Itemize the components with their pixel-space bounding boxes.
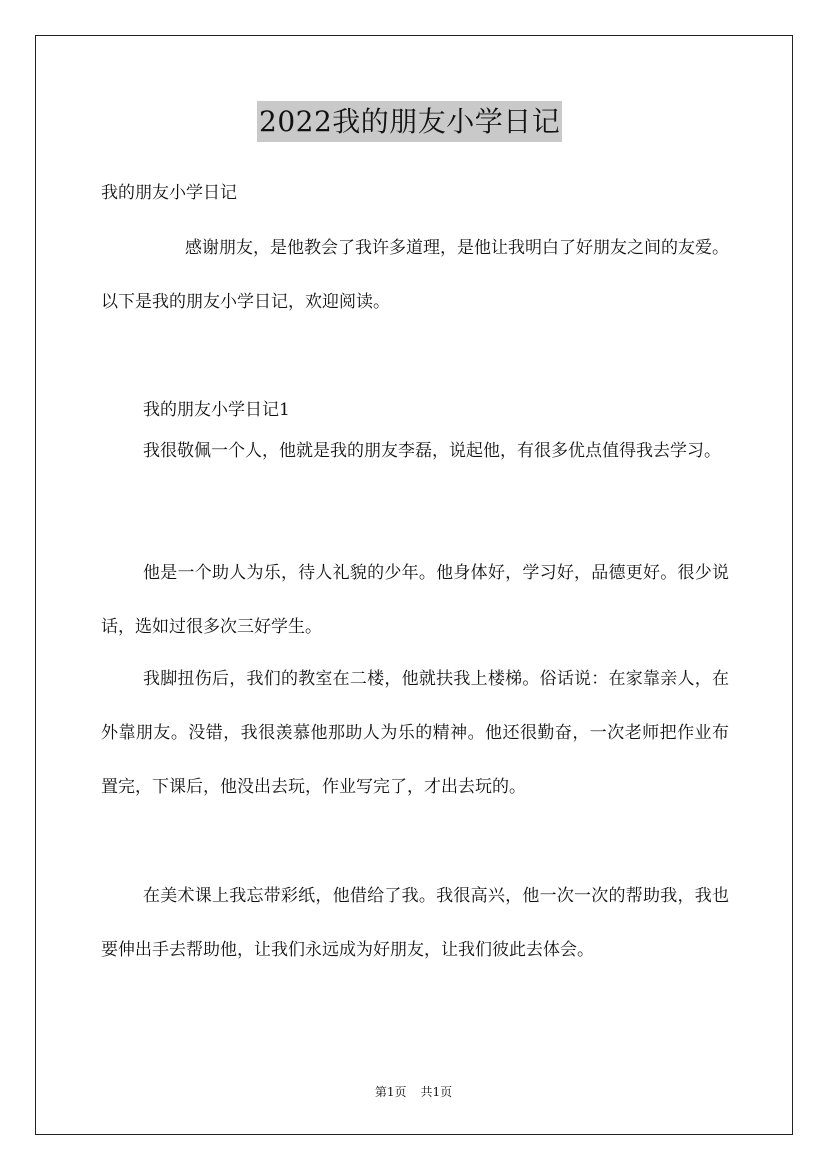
document-subtitle: 我的朋友小学日记 xyxy=(101,183,237,203)
document-title: 2022我的朋友小学日记 xyxy=(257,101,562,142)
section-heading: 我的朋友小学日记1 xyxy=(143,400,290,420)
page-number-total: 共1页 xyxy=(420,1085,453,1099)
body-paragraph-2: 他是一个助人为乐，待人礼貌的少年。他身体好，学习好，品德更好。很少说话，选如过很多次三好学生。 xyxy=(101,563,729,637)
page-number-current: 第1页 xyxy=(374,1085,407,1099)
body-paragraph-3: 我脚扭伤后，我们的教室在二楼，他就扶我上楼梯。俗话说：在家靠亲人，在外靠朋友。没错，我很羡慕他那助人为乐的精神。他还很勤奋，一次老师把作业布置完，下课后，他没出去玩，作业写完了，才出去玩的。 xyxy=(101,669,729,797)
intro-paragraph: 感谢朋友，是他教会了我许多道理，是他让我明白了好朋友之间的友爱。以下是我的朋友小学日记，欢迎阅读。 xyxy=(101,238,729,312)
page-footer xyxy=(0,1084,827,1100)
body-paragraph-4: 在美术课上我忘带彩纸，他借给了我。我很高兴，他一次一次的帮助我，我也要伸出手去帮助他，让我们永远成为好朋友，让我们彼此去体会。 xyxy=(101,886,729,960)
body-paragraph-1: 我很敬佩一个人，他就是我的朋友李磊，说起他，有很多优点值得我去学习。 xyxy=(143,441,721,461)
